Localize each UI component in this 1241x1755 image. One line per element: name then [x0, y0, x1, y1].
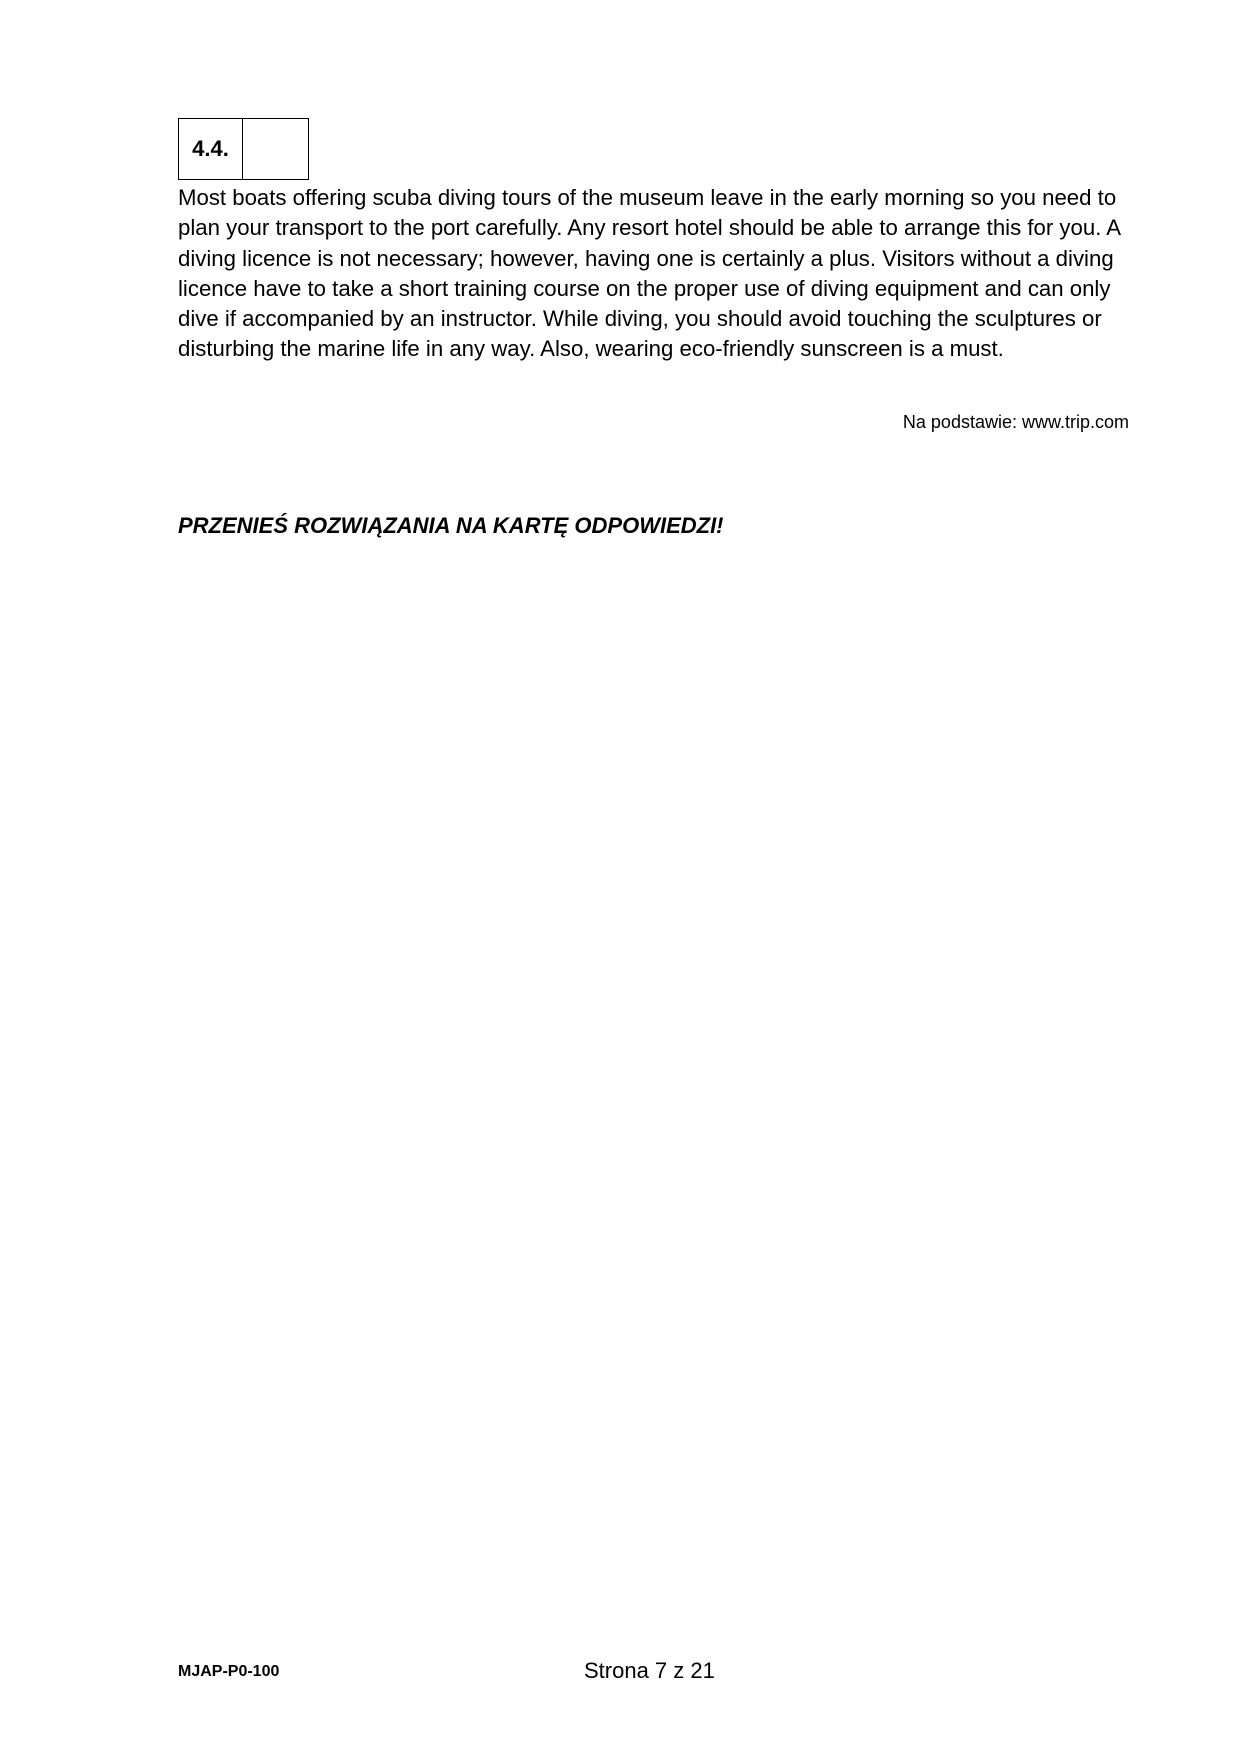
- source-citation: Na podstawie: www.trip.com: [902, 412, 1129, 432]
- transfer-instruction: PRZENIEŚ ROZWIĄZANIA NA KARTĘ ODPOWIEDZI!: [178, 513, 724, 538]
- page-number: Strona 7 z 21: [584, 1658, 715, 1683]
- task-number-box: [178, 118, 309, 180]
- answer-cell[interactable]: [243, 119, 308, 179]
- exam-code: MJAP-P0-100: [178, 1663, 280, 1680]
- task-number: 4.4.: [179, 119, 243, 179]
- passage-text: Most boats offering scuba diving tours of the museum leave in the early morning so you need to plan your transport to the port carefully. Any resort hotel should be able to arrange this for you. A diving licence is not necessary; however, having one is certainly a plus. Visitors without a diving licence have to take a short training course on the proper use of diving equipment and can only dive if accompanied by an instructor. While diving, you should avoid touching the sculptures or disturbing the marine life in any way. Also, wearing eco-friendly sunscreen is a must.: [178, 185, 1120, 362]
